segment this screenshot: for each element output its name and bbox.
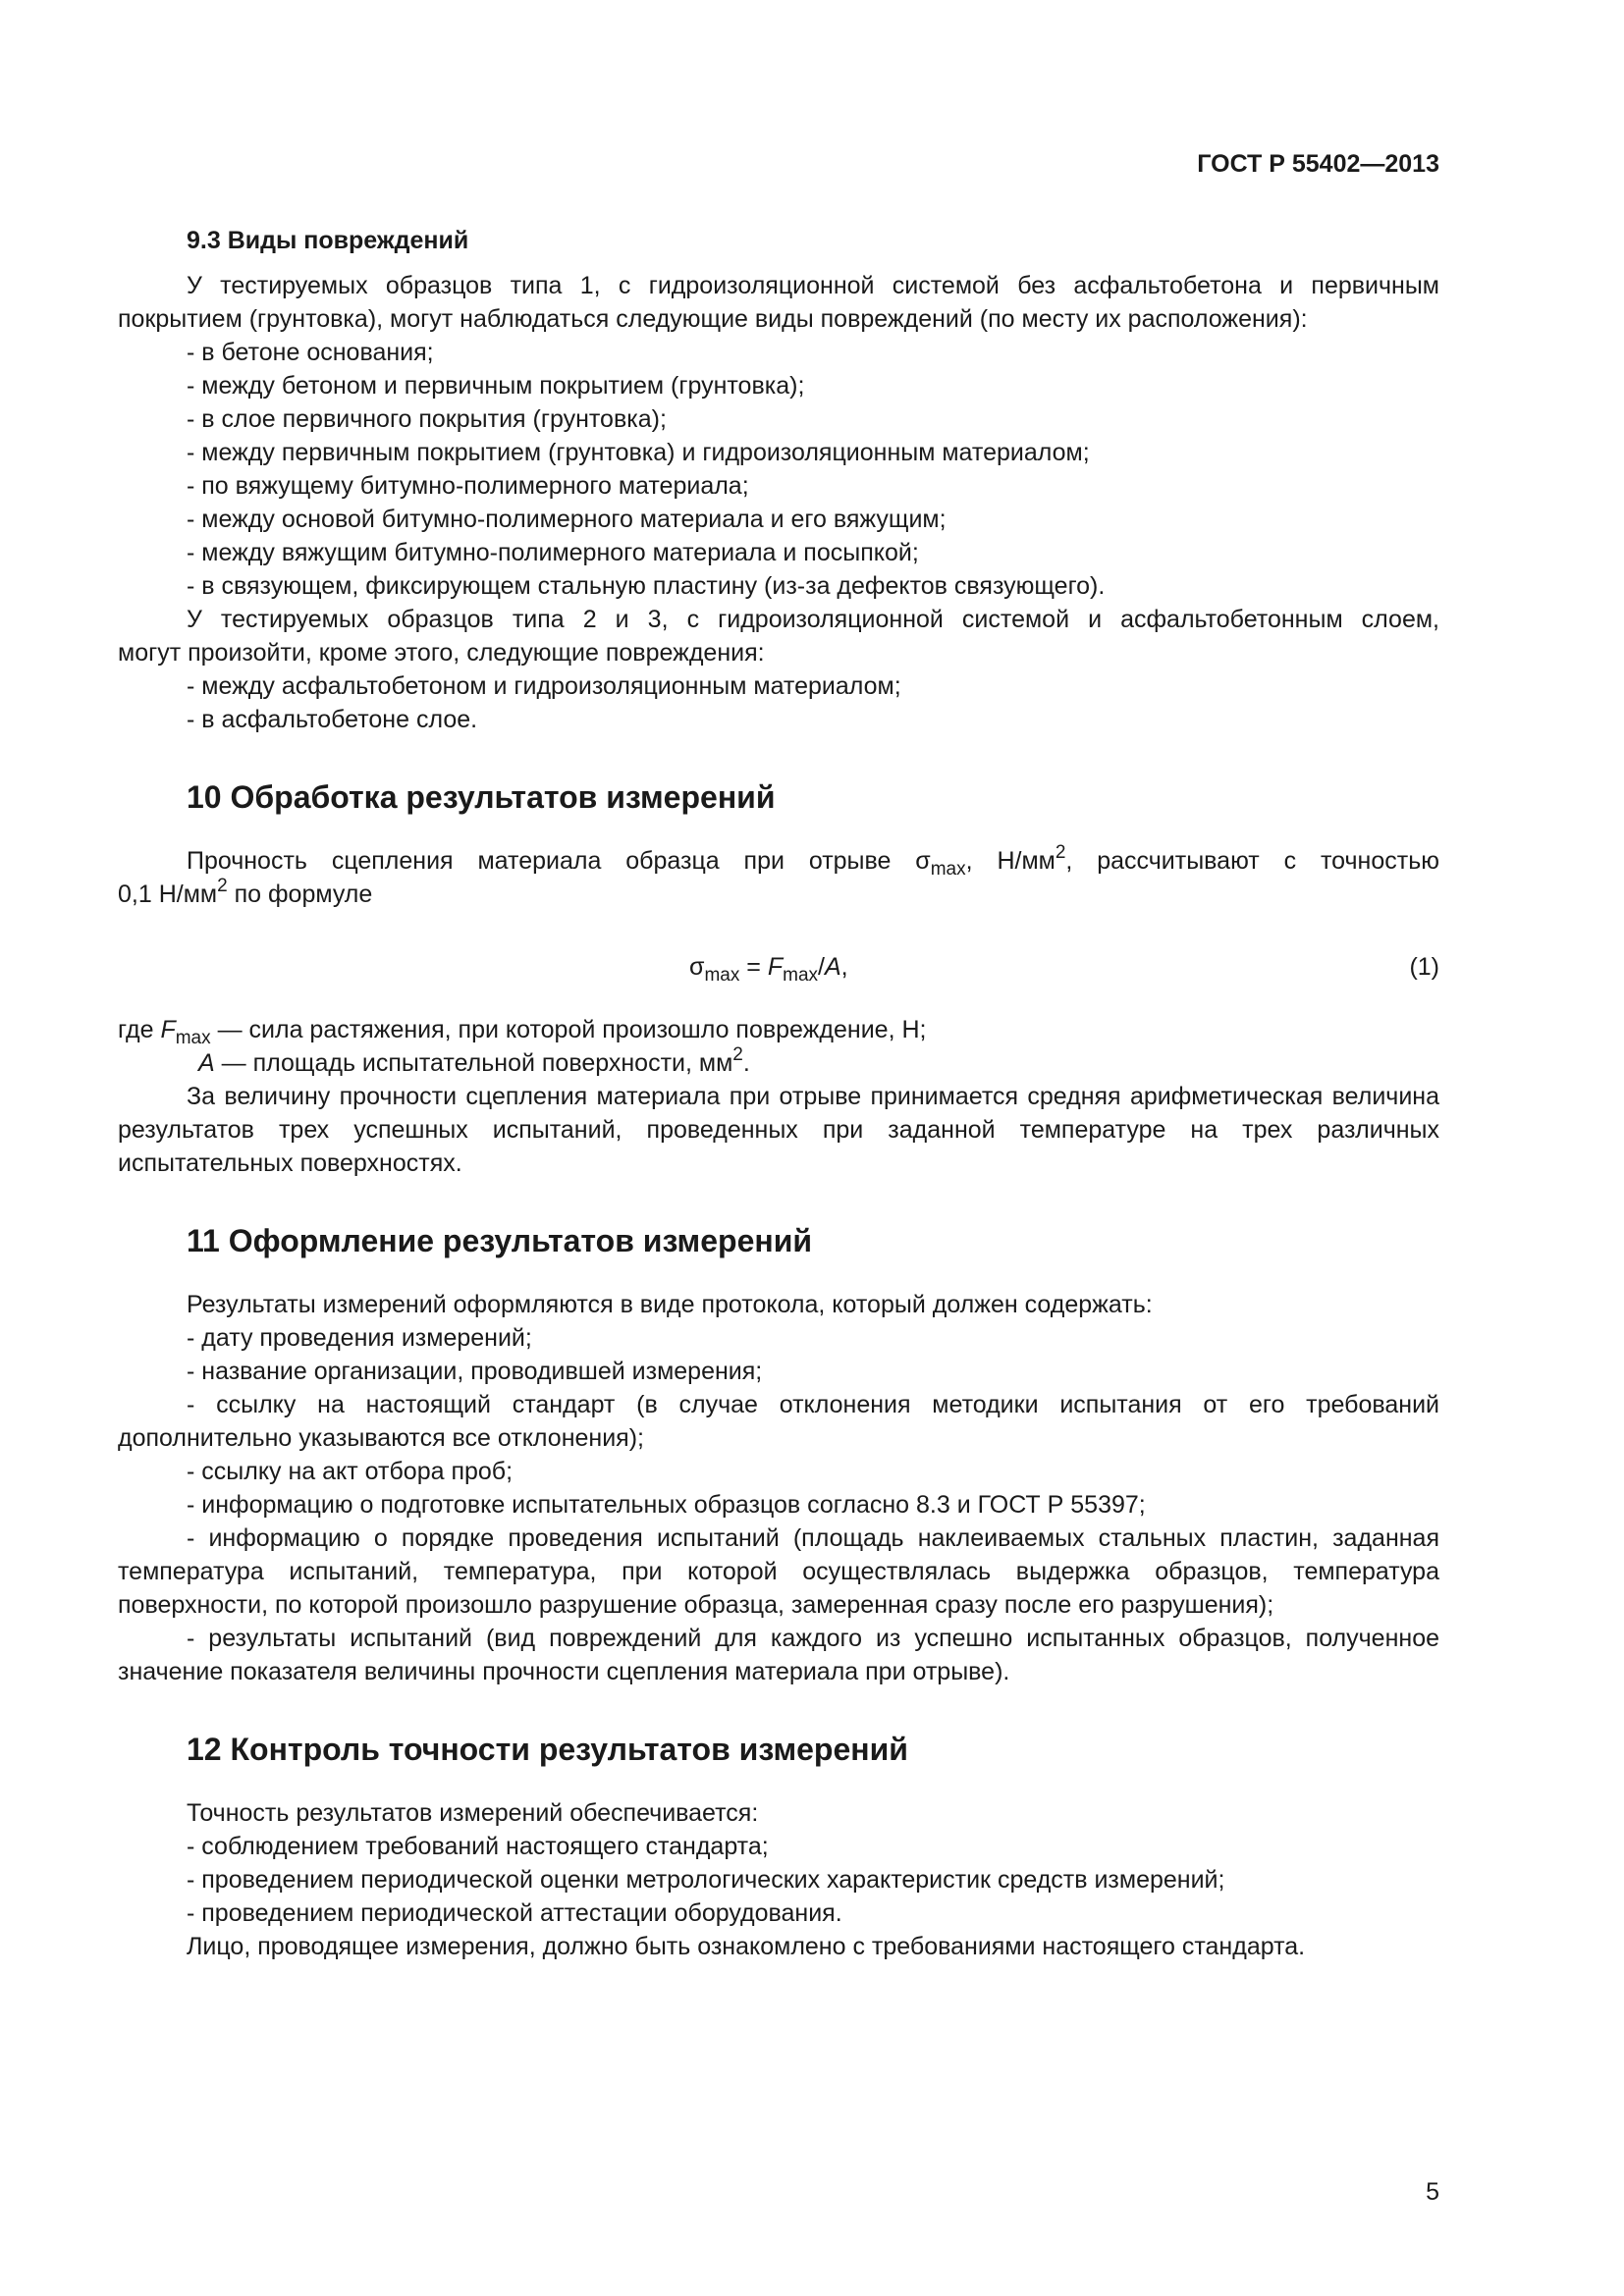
s93-intro2-line1: У тестируемых образцов типа 2 и 3, с гидроизоляционной системой и асфальтобетонным слоем,: [187, 606, 1439, 633]
protocol-item: - информацию о подготовке испытательных образцов согласно 8.3 и ГОСТ Р 55397;: [187, 1491, 1146, 1519]
protocol-item: - дату проведения измерений;: [187, 1324, 532, 1352]
section-10-title: 10 Обработка результатов измерений: [187, 779, 776, 815]
damage-item: - между асфальтобетоном и гидроизоляционным материалом;: [187, 672, 901, 700]
s11-intro: Результаты измерений оформляются в виде протокола, который должен содержать:: [187, 1291, 1153, 1318]
s10-paragraph-1-line2: 0,1 $Н/мм^2$ по формуле: [118, 876, 373, 908]
standard-header: ГОСТ Р 55402—2013: [1197, 150, 1439, 178]
s12-intro: Точность результатов измерений обеспечивается:: [187, 1799, 759, 1827]
damage-item: - в связующем, фиксирующем стальную пластину (из-за дефектов связующего).: [187, 572, 1106, 600]
protocol-item: - результаты испытаний (вид повреждений для каждого из успешно испытанных образцов, полученное значение показателя величины прочности сцепления материала при отрыве).: [118, 1625, 1439, 1685]
s10-paragraph-1-line1: Прочность сцепления материала образца при отрыве $\sigma_{max}$, $Н/мм^2$, рассчитывают с точностью: [187, 842, 1439, 880]
page-number: 5: [1426, 2178, 1439, 2206]
damage-item: - в бетоне основания;: [187, 339, 434, 366]
accuracy-item: - проведением периодической оценки метрологических характеристик средств измерений;: [187, 1866, 1225, 1894]
damage-item: - между первичным покрытием (грунтовка) и гидроизоляционным материалом;: [187, 439, 1090, 466]
damage-item: - между вяжущим битумно-полимерного материала и посыпкой;: [187, 539, 919, 566]
section-9-3-title: 9.3 Виды повреждений: [187, 227, 469, 254]
protocol-item: - название организации, проводившей измерения;: [187, 1358, 763, 1385]
where-clause-f: где $F_{max}$ — сила растяжения, при которой произошло повреждение, Н;: [118, 1016, 927, 1048]
page-content: [118, 224, 1439, 1963]
formula-expression: $\sigma_{max} = F_{max}/A$,: [689, 953, 848, 986]
damage-item: - в асфальтобетоне слое.: [187, 706, 478, 733]
formula-1: [118, 950, 1439, 984]
section-11-title: 11 Оформление результатов измерений: [187, 1223, 813, 1258]
s10-paragraph-2: За величину прочности сцепления материала при отрыве принимается средняя арифметическая величина результатов трех успешных испытаний, проведенных при заданной температуре на трех различных испытательных поверхностях.: [118, 1083, 1439, 1177]
s93-intro-line2: покрытием (грунтовка), могут наблюдаться следующие виды повреждений (по месту их расположения):: [118, 305, 1308, 333]
damage-item: - между основой битумно-полимерного материала и его вяжущим;: [187, 506, 947, 533]
damage-item: - между бетоном и первичным покрытием (грунтовка);: [187, 372, 805, 400]
s12-final: Лицо, проводящее измерения, должно быть ознакомлено с требованиями настоящего стандарта.: [187, 1933, 1306, 1960]
damage-item: - в слое первичного покрытия (грунтовка);: [187, 405, 667, 433]
s93-intro2-line2: могут произойти, кроме этого, следующие повреждения:: [118, 639, 765, 667]
protocol-item: - ссылку на настоящий стандарт (в случае отклонения методики испытания от его требований дополнительно указываются все отклонения);: [118, 1391, 1439, 1452]
damage-item: - по вяжущему битумно-полимерного материала;: [187, 472, 749, 500]
s93-intro-line1: У тестируемых образцов типа 1, с гидроизоляционной системой без асфальтобетона и первичным: [187, 272, 1439, 299]
accuracy-item: - соблюдением требований настоящего стандарта;: [187, 1833, 769, 1860]
accuracy-item: - проведением периодической аттестации оборудования.: [187, 1899, 842, 1927]
section-12-title: 12 Контроль точности результатов измерений: [187, 1732, 908, 1767]
protocol-item: - информацию о порядке проведения испытаний (площадь наклеиваемых стальных пластин, заданная температура испытаний, температура, при которой осуществлялась выдержка образцов, температура поверхности, по которой произошло разрушение образца, замеренная сразу после его разрушения);: [118, 1524, 1439, 1619]
protocol-item: - ссылку на акт отбора проб;: [187, 1458, 514, 1485]
where-clause-a: A — площадь испытательной поверхности, $мм^2$.: [198, 1044, 750, 1077]
formula-number: (1): [1409, 953, 1439, 981]
